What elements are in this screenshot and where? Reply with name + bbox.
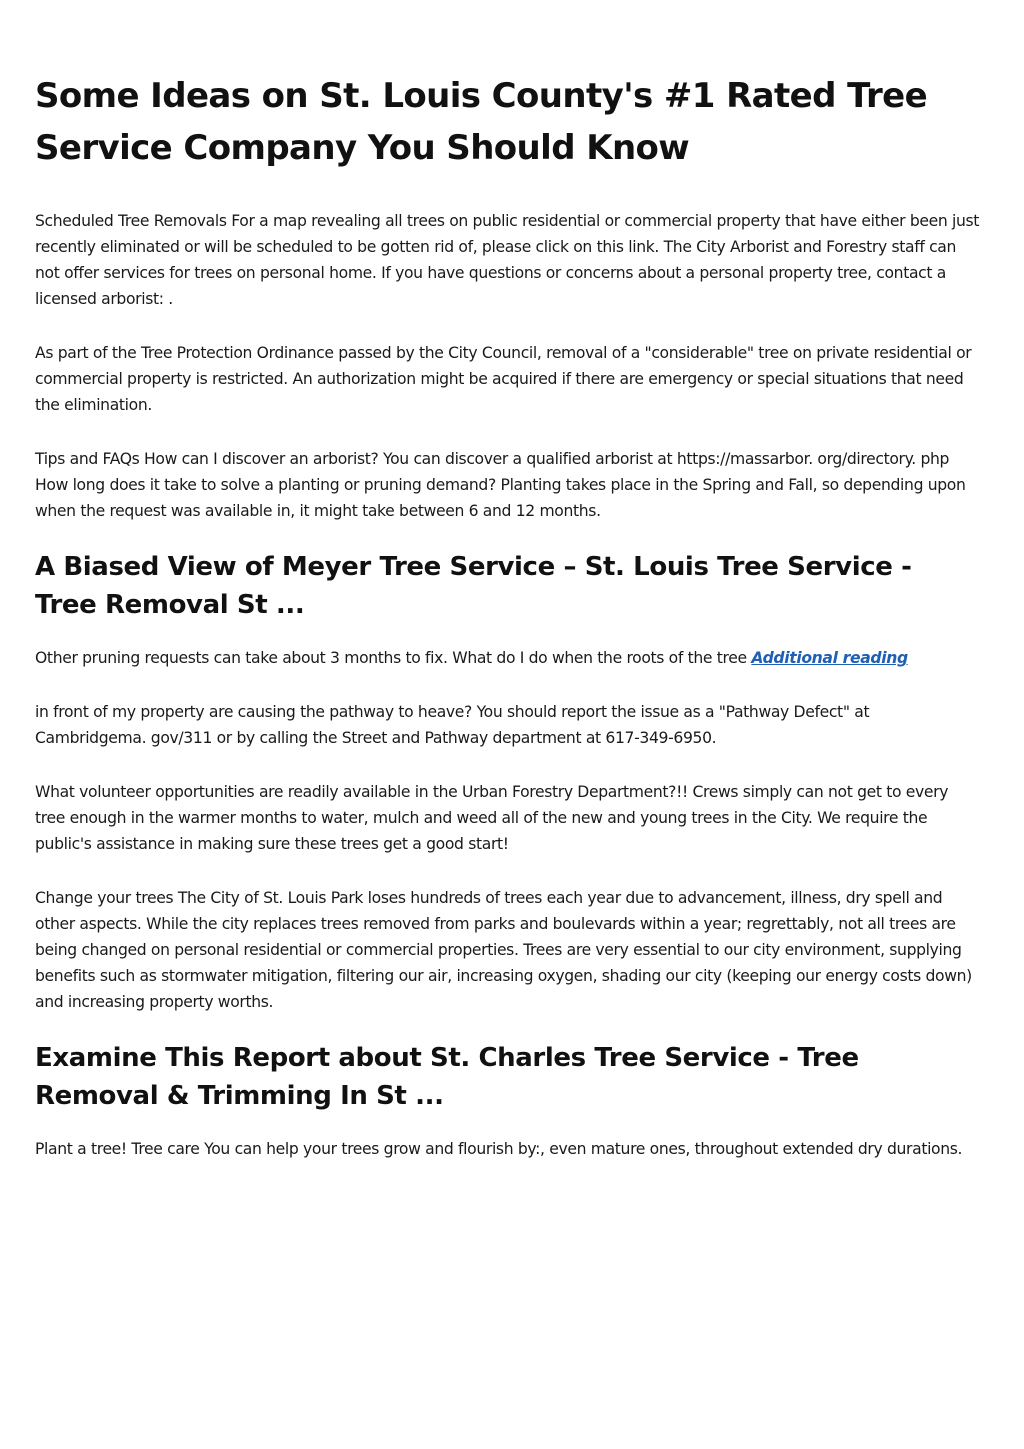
- additional-reading-link[interactable]: Additional reading: [751, 649, 908, 667]
- section1-paragraph-3: Change your trees The City of St. Louis Park loses hundreds of trees each year due to advancement, illness, dry spell and other aspects. While the city replaces trees removed from parks and boulevards within a year; regrettably, not all trees are being changed on personal residential or commercial properties. Trees are very essential to our city environment, supplying benefits such as stormwater mitigation, filtering our air, increasing oxygen, shading our city (keeping our energy costs down) and increasing property worths.: [35, 889, 972, 1011]
- link-paragraph: [35, 645, 980, 671]
- section1-paragraph-2: What volunteer opportunities are readily available in the Urban Forestry Department?!! Crews simply can not get to every tree enough in the warmer months to water, mulch and weed all of the new and young trees in the City. We require the public's assistance in making sure these trees get a good start!: [35, 783, 949, 853]
- section-heading-meyer: A Biased View of Meyer Tree Service – St. Louis Tree Service - Tree Removal St ...: [35, 552, 912, 620]
- intro-paragraph-1: Scheduled Tree Removals For a map revealing all trees on public residential or commercial property that have either been just recently eliminated or will be scheduled to be gotten rid of, please click on this link. The City Arborist and Forestry staff can not offer services for trees on personal home. If you have questions or concerns about a personal property tree, contact a licensed arborist: .: [35, 212, 980, 308]
- section1-paragraph-1: in front of my property are causing the pathway to heave? You should report the issue as a "Pathway Defect" at Cambridgema. gov/311 or by calling the Street and Pathway department at 617-349-6950.: [35, 703, 870, 747]
- section-heading-st-charles: Examine This Report about St. Charles Tree Service - Tree Removal & Trimming In St ...: [35, 1043, 859, 1111]
- link-paragraph-text: Other pruning requests can take about 3 months to fix. What do I do when the roots of the tree: [35, 649, 752, 667]
- intro-paragraph-3: Tips and FAQs How can I discover an arborist? You can discover a qualified arborist at https://massarbor. org/directory. php How long does it take to solve a planting or pruning demand? Planting takes place in the Spring and Fall, so depending upon when the request was available in, it might take between 6 and 12 months.: [35, 450, 966, 520]
- page-title: Some Ideas on St. Louis County's #1 Rated Tree Service Company You Should Know: [35, 76, 928, 168]
- intro-paragraph-2: As part of the Tree Protection Ordinance passed by the City Council, removal of a "considerable" tree on private residential or commercial property is restricted. An authorization might be acquired if there are emergency or special situations that need the elimination.: [35, 344, 972, 414]
- document-page: [35, 70, 980, 1190]
- section2-paragraph-1: Plant a tree! Tree care You can help your trees grow and flourish by:, even mature ones, throughout extended dry durations.: [35, 1140, 963, 1158]
